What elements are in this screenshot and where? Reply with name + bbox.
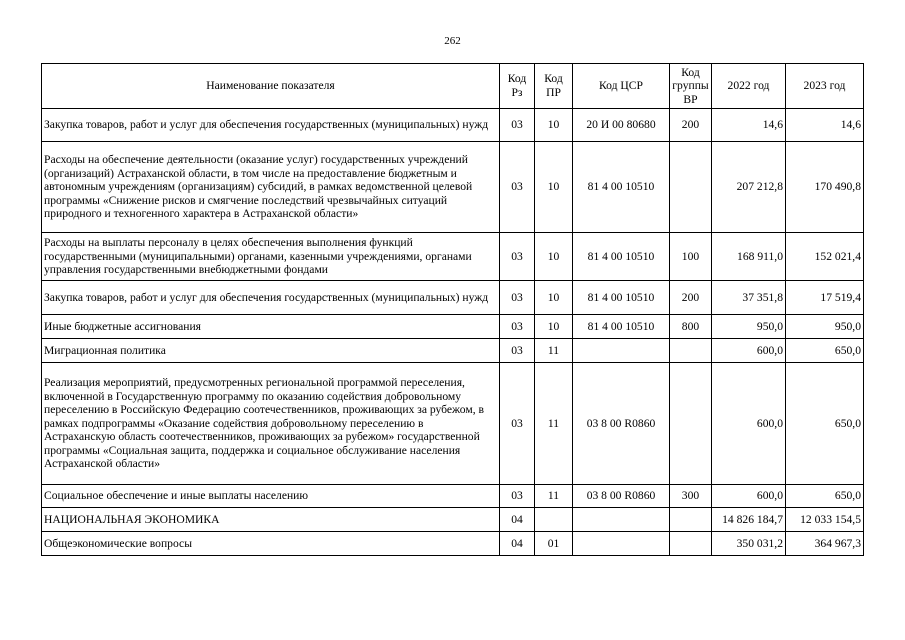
- row-csr: 81 4 00 10510: [573, 142, 670, 233]
- row-name: Закупка товаров, работ и услуг для обеспечения государственных (муниципальных) нужд: [42, 281, 500, 315]
- header-rz: Код Рз: [500, 64, 535, 109]
- row-pr: [535, 508, 573, 532]
- row-csr: 03 8 00 R0860: [573, 363, 670, 485]
- row-rz: 03: [500, 281, 535, 315]
- row-rz: 03: [500, 485, 535, 508]
- table-row: [42, 315, 864, 339]
- row-name: Расходы на обеспечение деятельности (оказание услуг) государственных учреждений (организаций) Астраханской области, в том числе на предоставление бюджетным и автономным учреждениям (организациям) субсидий, в рамках ведомственной целевой программы «Снижение рисков и смягчение последствий чрезвычайных ситуаций природного и техногенного характера в Астраханской области»: [42, 142, 500, 233]
- table-row: [42, 532, 864, 556]
- page-number: 262: [444, 35, 461, 47]
- header-csr: Код ЦСР: [573, 64, 670, 109]
- row-name: Расходы на выплаты персоналу в целях обеспечения выполнения функций государственными (муниципальными) органами, казенными учреждениями, органами управления государственными внебюджетными фондами: [42, 233, 500, 281]
- row-rz: 04: [500, 508, 535, 532]
- row-2023: 650,0: [786, 485, 864, 508]
- row-2023: 17 519,4: [786, 281, 864, 315]
- row-vr: 800: [670, 315, 712, 339]
- table-row: [42, 363, 864, 485]
- row-vr: [670, 142, 712, 233]
- table-row: [42, 109, 864, 142]
- row-2023: 950,0: [786, 315, 864, 339]
- row-pr: 01: [535, 532, 573, 556]
- table-row: [42, 485, 864, 508]
- row-vr: [670, 532, 712, 556]
- row-csr: [573, 339, 670, 363]
- row-rz: 03: [500, 339, 535, 363]
- row-vr: 200: [670, 281, 712, 315]
- row-2022: 350 031,2: [712, 532, 786, 556]
- row-rz: 03: [500, 233, 535, 281]
- row-name: Иные бюджетные ассигнования: [42, 315, 500, 339]
- row-vr: 100: [670, 233, 712, 281]
- row-2022: 168 911,0: [712, 233, 786, 281]
- row-2022: 37 351,8: [712, 281, 786, 315]
- row-2023: 650,0: [786, 363, 864, 485]
- row-rz: 03: [500, 142, 535, 233]
- row-name: Миграционная политика: [42, 339, 500, 363]
- header-2023: 2023 год: [786, 64, 864, 109]
- row-pr: 11: [535, 363, 573, 485]
- row-name: Общеэкономические вопросы: [42, 532, 500, 556]
- row-rz: 03: [500, 109, 535, 142]
- row-2023: 14,6: [786, 109, 864, 142]
- row-rz: 03: [500, 315, 535, 339]
- row-pr: 10: [535, 233, 573, 281]
- row-2023: 152 021,4: [786, 233, 864, 281]
- row-name: НАЦИОНАЛЬНАЯ ЭКОНОМИКА: [42, 508, 500, 532]
- row-csr: 81 4 00 10510: [573, 233, 670, 281]
- header-vr: Код группы ВР: [670, 64, 712, 109]
- row-name: Закупка товаров, работ и услуг для обеспечения государственных (муниципальных) нужд: [42, 109, 500, 142]
- row-2022: 14,6: [712, 109, 786, 142]
- row-2023: 650,0: [786, 339, 864, 363]
- row-rz: 04: [500, 532, 535, 556]
- row-csr: 20 И 00 80680: [573, 109, 670, 142]
- row-2022: 950,0: [712, 315, 786, 339]
- header-name: Наименование показателя: [42, 64, 500, 109]
- table-row: [42, 281, 864, 315]
- row-2022: 207 212,8: [712, 142, 786, 233]
- row-csr: 81 4 00 10510: [573, 315, 670, 339]
- header-row: [42, 64, 864, 109]
- row-vr: [670, 363, 712, 485]
- row-pr: 10: [535, 315, 573, 339]
- row-2022: 600,0: [712, 363, 786, 485]
- table-row: [42, 339, 864, 363]
- row-csr: [573, 532, 670, 556]
- header-2022: 2022 год: [712, 64, 786, 109]
- row-rz: 03: [500, 363, 535, 485]
- row-2023: 364 967,3: [786, 532, 864, 556]
- row-vr: [670, 339, 712, 363]
- row-2023: 12 033 154,5: [786, 508, 864, 532]
- row-vr: 300: [670, 485, 712, 508]
- row-name: Реализация мероприятий, предусмотренных региональной программой переселения, включенной в Государственную программу по оказанию содействия добровольному переселению в Российскую Федерацию соотечественников, проживающих за рубежом, в рамках подпрограммы «Оказание содействия добровольному переселению в Астраханскую область соотечественников, проживающих за рубежом» государственной программы «Социальная защита, поддержка и социальное обслуживание населения Астраханской области»: [42, 363, 500, 485]
- table-row: [42, 142, 864, 233]
- header-pr: Код ПР: [535, 64, 573, 109]
- row-pr: 11: [535, 485, 573, 508]
- row-pr: 10: [535, 109, 573, 142]
- budget-table: [41, 63, 864, 556]
- row-pr: 11: [535, 339, 573, 363]
- row-name: Социальное обеспечение и иные выплаты населению: [42, 485, 500, 508]
- table-row: [42, 233, 864, 281]
- row-csr: 03 8 00 R0860: [573, 485, 670, 508]
- row-vr: [670, 508, 712, 532]
- row-vr: 200: [670, 109, 712, 142]
- row-2022: 600,0: [712, 485, 786, 508]
- row-2022: 14 826 184,7: [712, 508, 786, 532]
- row-2022: 600,0: [712, 339, 786, 363]
- row-pr: 10: [535, 281, 573, 315]
- row-csr: 81 4 00 10510: [573, 281, 670, 315]
- row-2023: 170 490,8: [786, 142, 864, 233]
- row-pr: 10: [535, 142, 573, 233]
- row-csr: [573, 508, 670, 532]
- table-row: [42, 508, 864, 532]
